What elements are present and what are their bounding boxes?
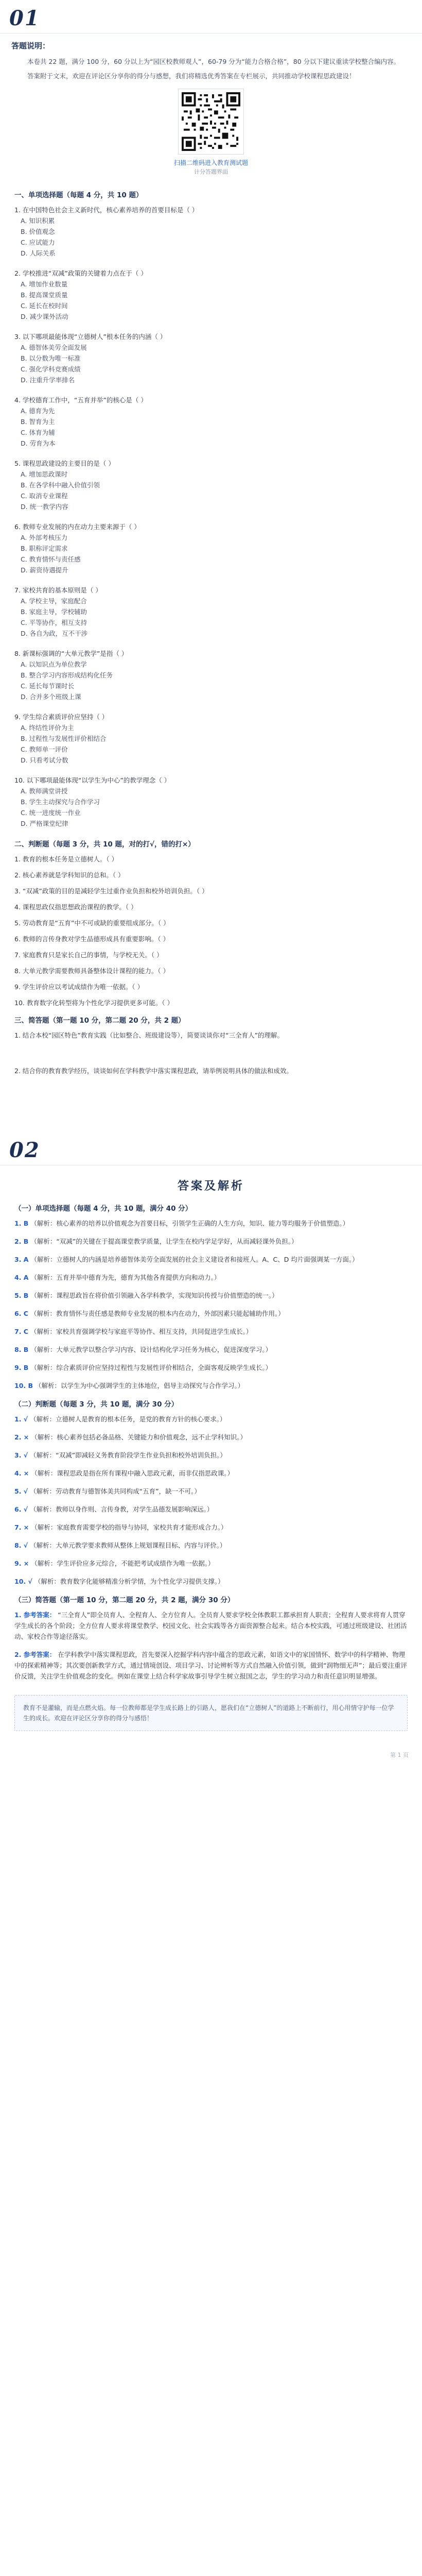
question-option: A. 外部考核压力 [21,534,68,541]
question-stem: 7. 家校共育的基本原则是（ ） [14,586,102,594]
answer-item [0,1254,422,1265]
answer-item [0,1576,422,1587]
answer-key: 4. × [14,1469,29,1477]
answer-key: 1. 参考答案： [14,1611,56,1619]
question-list-mcq [0,205,422,829]
question-stem: 2. 学校推进“双减”政策的关键着力点在于（ ） [14,269,147,277]
answers-part3-title: （三）简答题（第一题 10 分，第二题 20 分，共 2 题，满分 30 分） [14,1596,235,1604]
answer-explanation: （解析：五育并举中德育为先，德育为其他各育提供方向和动力。） [30,1274,221,1281]
question-option: D. 减少课外活动 [21,313,68,320]
answer-explanation: （解析：教育情怀与责任感是教师专业发展的根本内在动力，外部因素只能起辅助作用。） [30,1310,285,1317]
answer-key: 10. √ [14,1578,32,1585]
question-option: C. 统一进度统一作业 [21,809,81,817]
answer-explanation: （解析：教育数字化能够精准分析学情，为个性化学习提供支撑。） [34,1578,224,1585]
instructions-text [0,56,422,82]
question-item [0,870,422,880]
question-option: C. 强化学科竞赛成绩 [21,365,81,373]
answer-list-short [0,1609,422,1682]
question-option: A. 增加作业数量 [21,280,68,288]
question-option: A. 增加思政课时 [21,470,68,478]
question-item [0,886,422,896]
question-option: B. 价值观念 [21,228,55,235]
question-stem: 6. 教师专业发展的内在动力主要来源于（ ） [14,523,140,531]
question-list-tf [0,854,422,1008]
question-stem: 10. 教育数字化转型将为个性化学习提供更多可能。（ ） [14,999,174,1007]
intro-paragraph: 答案附于文末，欢迎在评论区分享你的得分与感想，我们将精选优秀答案在专栏展示，共同推动学校课程思政建设！ [27,72,356,80]
question-stem: 5. 课程思政建设的主要目的是（ ） [14,460,115,467]
answer-explanation: （解析：核心素养包括必备品格、关键能力和价值观念，远不止学科知识。） [31,1433,247,1441]
question-stem: 5. 劳动教育是“五育”中不可或缺的重要组成部分。（ ） [14,919,170,927]
answer-item [0,1414,422,1425]
answer-item [0,1558,422,1569]
answer-item [0,1522,422,1533]
answer-key: 5. √ [14,1487,28,1495]
section-number: 01 [9,6,40,30]
question-option: B. 提高课堂质量 [21,291,68,299]
question-option: B. 整合学习内容形成结构化任务 [21,671,113,679]
question-item [0,1030,422,1056]
answer-item [0,1468,422,1479]
answers-part2-title: （二）判断题（每题 3 分，共 10 题，满分 30 分） [14,1400,179,1409]
qr-block [0,89,422,177]
part1-title: 一、单项选择题（每题 4 分，共 10 题） [14,191,143,199]
question-item [0,331,422,385]
answer-explanation: （解析：课程思政是指在所有课程中融入思政元素，而非仅指思政课。） [31,1469,234,1477]
question-stem: 9. 学生评价应以考试成绩作为唯一依据。（ ） [14,983,144,991]
question-item [0,981,422,992]
question-option: C. 取消专业课程 [21,492,68,500]
question-option: C. 延长在校时间 [21,302,68,310]
question-item [0,934,422,944]
section-number: 02 [9,1138,40,1162]
question-option: B. 过程性与发展性评价相结合 [21,735,107,742]
closing-note: 教育不是灌输，而是点燃火焰。每一位教师都是学生成长路上的引路人，愿我们在“立德树人”的道路上不断前行，用心用情守护每一位学生的成长。欢迎在评论区分享你的得分与感悟！ [14,1695,408,1731]
question-stem: 1. 教育的根本任务是立德树人。（ ） [14,855,118,863]
question-item [0,585,422,639]
question-option: C. 平等协作，相互支持 [21,619,87,626]
question-option: D. 统一教学内容 [21,503,68,511]
answer-key: 9. B [14,1364,29,1371]
answer-item [0,1504,422,1515]
answer-item [0,1649,422,1682]
part3-title: 三、简答题（第一题 10 分，第二题 20 分，共 2 题） [14,1016,185,1025]
question-option: C. 应试能力 [21,239,55,246]
answer-explanation: （解析：立德树人是教育的根本任务，是党的教育方针的核心要求。） [30,1415,226,1423]
question-stem: 8. 大单元教学需要教师具备整体设计课程的能力。（ ） [14,967,170,975]
answer-explanation: （解析：学生评价应多元综合，不能把考试成绩作为唯一依据。） [31,1560,215,1567]
answer-explanation: 在学科教学中落实课程思政，首先要深入挖掘学科内容中蕴含的思政元素，如语文中的家国情怀、数学中的科学精神、物理中的探索精神等；其次要创新教学方式，通过情境创设、项目学习、讨论辨析等方式自然融入价值引领，做到“润物细无声”；最后要注重评价反馈，关注学生价值观念的变化。例如在课堂上结合科学家故事引导学生树立报国之志，学生的学习动力和责任意识明显增强。 [14,1651,407,1680]
answer-key: 1. B [14,1219,29,1227]
qr-code-icon[interactable] [179,89,243,154]
question-item [0,458,422,512]
answer-item [0,1236,422,1247]
question-option: B. 以分数为唯一标准 [21,354,81,362]
question-option: A. 德智体美劳全面发展 [21,344,87,351]
answer-key: 6. C [14,1310,28,1317]
question-option: B. 在各学科中融入价值引领 [21,481,100,489]
answer-explanation: （解析：核心素养的培养以价值观念为首要目标，引领学生正确的人生方向，知识、能力等均服务于价值塑造。） [30,1219,349,1227]
answer-item [0,1540,422,1551]
answer-explanation: “三全育人”即全员育人、全程育人、全方位育人。全员育人要求学校全体教职工都承担育人职责；全程育人要求将育人贯穿学生成长的各个阶段；全方位育人要求将课堂教学、校园文化、社会实践等各方面资源整合起来。结合本校实践，可通过班级建设、社团活动、家校合作等途径落实。 [14,1611,407,1640]
part2-title: 二、判断题（每题 3 分，共 10 题，对的打√，错的打×） [14,840,195,849]
question-option: A. 德育为先 [21,407,55,415]
question-option: B. 家庭主导，学校辅助 [21,608,87,616]
answer-key: 8. B [14,1346,29,1353]
question-option: D. 劳育为本 [21,439,56,447]
section-header-02 [0,1132,422,1172]
answer-key: 5. B [14,1292,29,1299]
question-stem: 6. 教师的言传身教对学生品德形成具有重要影响。（ ） [14,935,170,943]
answer-item [0,1432,422,1443]
answer-explanation: （解析：家庭教育需要学校的指导与协同，家校共育才能形成合力。） [31,1523,227,1531]
answer-key: 2. × [14,1433,29,1441]
question-option: A. 以知识点为单位教学 [21,660,87,668]
answer-explanation: （解析：综合素质评价应坚持过程性与发展性评价相结合，全面客观反映学生成长。） [30,1364,272,1371]
answer-key: 10. B [14,1382,33,1389]
question-stem: 3. 以下哪项最能体现“立德树人”根本任务的内涵（ ） [14,333,167,341]
question-option: D. 合并多个班级上课 [21,693,81,701]
question-item [0,965,422,976]
question-option: C. 延长每节课时长 [21,682,75,690]
question-option: B. 智育为主 [21,418,55,426]
answer-explanation: （解析：以学生为中心强调学生的主体地位，倡导主动探究与合作学习。） [35,1382,244,1389]
qr-caption [0,158,422,177]
answer-explanation: （解析：“双减”即减轻义务教育阶段学生作业负担和校外培训负担。） [30,1451,226,1459]
answer-item [0,1290,422,1301]
answer-key: 1. √ [14,1415,28,1423]
question-stem: 2. 核心素养就是学科知识的总和。（ ） [14,871,125,879]
question-option: B. 职称评定需求 [21,545,68,552]
question-item [0,521,422,575]
question-option: A. 知识积累 [21,217,55,225]
question-list-short [0,1030,422,1092]
answer-key: 9. × [14,1560,29,1567]
question-item [0,648,422,702]
page-footer [0,1749,422,1764]
answers-part1-title: （一）单项选择题（每题 4 分，共 10 题，满分 40 分） [14,1205,192,1213]
answer-list-mcq [0,1218,422,1391]
answer-item [0,1344,422,1355]
question-option: D. 注重升学率排名 [21,376,75,384]
answer-item [0,1486,422,1497]
answer-key: 2. B [14,1238,29,1245]
question-item [0,775,422,829]
answer-explanation: （解析：课程思政旨在将价值引领融入各学科教学，实现知识传授与价值塑造的统一。） [30,1292,278,1299]
answer-item [0,1362,422,1373]
question-stem: 1. 在中国特色社会主义新时代，核心素养培养的首要目标是（ ） [14,206,199,214]
answer-explanation: （解析：教师以身作则、言传身教，对学生品德发展影响深远。） [30,1505,214,1513]
question-option: D. 只看考试分数 [21,756,68,764]
question-item [0,395,422,449]
question-option: A. 学校主导，家庭配合 [21,597,87,605]
answer-item [0,1218,422,1229]
answer-key: 3. A [14,1256,29,1263]
question-option: C. 体育为辅 [21,429,55,436]
question-item [0,1065,422,1092]
question-option: A. 教师满堂讲授 [21,787,68,795]
answer-item [0,1450,422,1461]
answer-key: 7. × [14,1523,29,1531]
question-stem: 3. “双减”政策的目的是减轻学生过重作业负担和校外培训负担。（ ） [14,887,208,895]
question-stem: 2. 结合你的教育教学经历，谈谈如何在学科教学中落实课程思政，请举例说明具体的做法和成效。 [14,1067,293,1075]
instructions-label: 答题说明： [11,41,50,50]
answer-key: 7. C [14,1328,28,1335]
answer-space [21,1041,408,1056]
question-stem: 10. 以下哪项最能体现“以学生为中心”的教学理念（ ） [14,776,171,784]
answer-item [0,1326,422,1337]
answer-key: 6. √ [14,1505,28,1513]
answer-key: 8. √ [14,1541,28,1549]
answer-space [21,1076,408,1092]
answer-explanation: （解析：家校共育强调学校与家庭平等协作、相互支持，共同促进学生成长。） [30,1328,253,1335]
answer-item [0,1380,422,1391]
question-item [0,711,422,766]
question-option: C. 教师单一评价 [21,745,68,753]
answers-title: 答案及解析 [177,1180,244,1193]
qr-caption-sub: 计分答题界面 [194,168,228,175]
qr-caption-main: 扫描二维码进入教育测试题 [173,159,248,166]
section-header-01 [0,0,422,40]
page-number: 第 1 页 [390,1752,409,1758]
answer-explanation: （解析：大单元教学以整合学习内容、设计结构化学习任务为核心，促进深度学习。） [30,1346,272,1353]
question-option: B. 学生主动探究与合作学习 [21,798,100,806]
answer-item [0,1272,422,1283]
question-item [0,268,422,322]
question-stem: 8. 新课标强调的“大单元教学”是指（ ） [14,650,128,657]
question-item [0,205,422,259]
question-option: D. 各自为政，互不干涉 [21,630,88,637]
question-stem: 4. 学校德育工作中，“五育并举”的核心是（ ） [14,396,147,404]
answer-list-tf [0,1414,422,1587]
answer-item [0,1609,422,1642]
question-stem: 7. 家庭教育只是家长自己的事情，与学校无关。（ ） [14,951,163,959]
question-option: A. 终结性评价为主 [21,724,74,732]
question-item [0,918,422,928]
answer-explanation: （解析：立德树人的内涵是培养德智体美劳全面发展的社会主义建设者和接班人。A、C、D 均片面强调某一方面。） [30,1256,359,1263]
question-item [0,854,422,865]
question-stem: 9. 学生综合素质评价应坚持（ ） [14,713,109,721]
answer-explanation: （解析：劳动教育与德智体美共同构成“五育”，缺一不可。） [30,1487,201,1495]
question-option: C. 教育情怀与责任感 [21,555,81,563]
question-item [0,902,422,912]
answer-explanation: （解析：大单元教学要求教师从整体上规划课程目标、内容与评价。） [30,1541,226,1549]
spacer [0,1101,422,1132]
intro-paragraph: 本卷共 22 题，满分 100 分，60 分以上为“园区校教师观人”，60-79 分为“能力合格合格”，80 分以下建议重读学校整合编内容。 [27,58,400,65]
question-stem: 1. 结合本校“园区特色”教育实践（比如整合、班级建设等），简要谈谈你对“三全育人”的理解。 [14,1031,284,1039]
question-option: D. 薪资待遇提升 [21,566,68,574]
answer-key: 2. 参考答案： [14,1651,56,1658]
question-item [0,950,422,960]
answer-item [0,1308,422,1319]
answer-key: 4. A [14,1274,29,1281]
question-stem: 4. 课程思政仅指思想政治课程的教学。（ ） [14,903,137,911]
answer-explanation: （解析：“双减”的关键在于提高课堂教学质量，让学生在校内学足学好，从而减轻课外负担。） [30,1238,298,1245]
question-item [0,997,422,1008]
answer-key: 3. √ [14,1451,28,1459]
question-option: D. 人际关系 [21,249,56,257]
question-option: D. 严格课堂纪律 [21,820,68,827]
